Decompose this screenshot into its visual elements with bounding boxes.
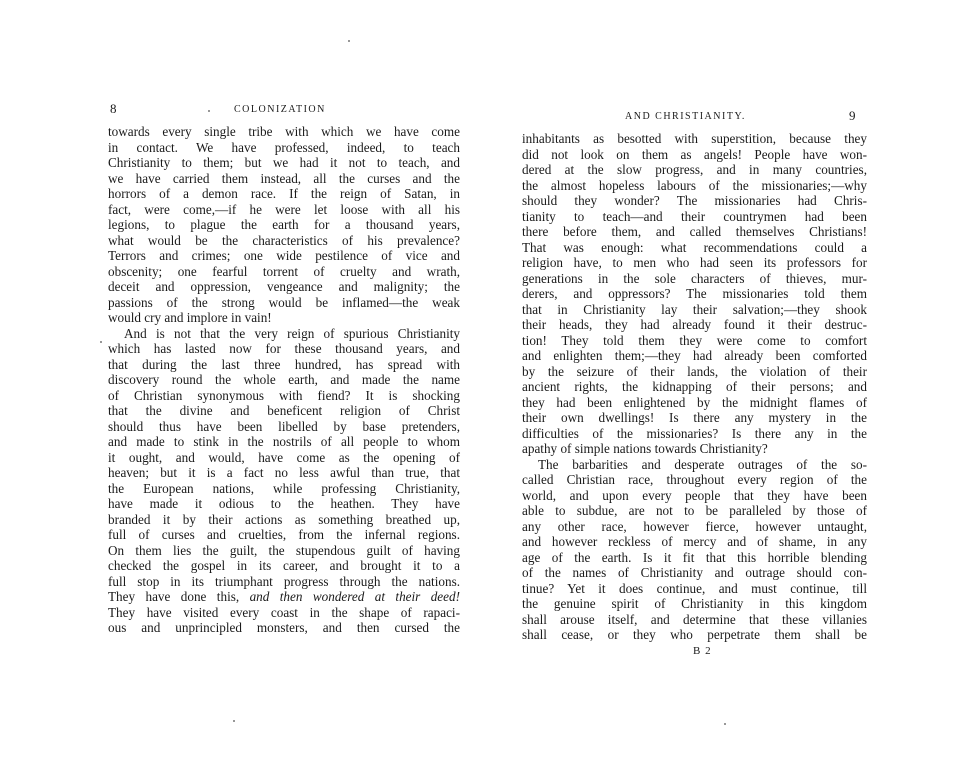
text-line: and made to stink in the nostrils of all people to whom (108, 434, 460, 449)
text-line: horrors of a demon race. If the reign of Satan, in (108, 186, 460, 201)
text-line: shall cease, or they who perpetrate them shall be (522, 627, 867, 642)
text-line: that in Christianity lay their salvation;—they shook (522, 301, 867, 317)
right-page-number: 9 (849, 108, 856, 123)
text-line: generations in the sole characters of thieves, mur- (522, 270, 867, 286)
text-line: world, and upon every people that they have been (522, 487, 867, 503)
text-line: apathy of simple nations towards Christianity? (522, 441, 768, 456)
italic-phrase-line: They have done this, and then wondered at their deed! (108, 589, 460, 604)
text-line: the genuine spirit of Christianity in this kingdom (522, 596, 867, 611)
text-line: of the names of Christianity and outrage should con- (522, 565, 867, 580)
paragraph-start-line: The barbarities and desperate outrages of the so- (538, 456, 867, 472)
paper-speck (208, 110, 210, 112)
text-line: any other race, however fierce, however untaught, (522, 518, 867, 534)
text-line: heaven; but it is a fact no less awful than true, that (108, 465, 460, 480)
text-line: shall arouse itself, and determine that these villanies (522, 611, 867, 627)
text-line: would cry and implore in vain! (108, 310, 272, 325)
text-line: deceit and oppression, vengeance and malignity; the (108, 279, 460, 294)
text-line: checked the gospel in its career, and brought it to a (108, 558, 460, 573)
text-line: fact, were come,—if he were let loose with all his (108, 201, 460, 217)
text-line: and enlighten them;—they had already been comforted (522, 348, 867, 363)
paper-speck (724, 723, 726, 725)
text-line: that the divine and beneficent religion of Christ (108, 403, 460, 418)
text-line: the European nations, while professing Christianity, (108, 480, 460, 496)
text-line: difficulties of the missionaries? Is there any in the (522, 425, 867, 441)
text-line: discovery round the whole earth, and made the name (108, 372, 460, 387)
text-line: tianity to teach—and their countrymen had been (522, 208, 867, 224)
text-line: did not look on them as angels! People have won- (522, 146, 867, 162)
left-page-body (108, 124, 460, 636)
text-line: called Christian race, throughout every region of the (522, 472, 867, 487)
text-line: tinue? Yet it does continue, and must continue, till (522, 580, 867, 596)
text-line: dered at the slow progress, and in many countries, (522, 162, 867, 177)
text-line: obscenity; one fearful torrent of cruelty and wrath, (108, 263, 460, 279)
right-page-body (522, 131, 867, 643)
text-line: of Christian synonymous with fiend? It is shocking (108, 387, 460, 403)
text-line: They have visited every coast in the shape of rapaci- (108, 604, 460, 620)
text-line: in contact. We have professed, indeed, to teach (108, 139, 460, 155)
text-line: That was enough: what recommendations could a (522, 239, 867, 255)
text-line: ancient rights, the kidnapping of their persons; and (522, 379, 867, 394)
text-line: full of curses and cruelties, from the infernal regions. (108, 527, 460, 542)
text-line: which has lasted now for these thousand years, and (108, 341, 460, 356)
paper-speck (233, 720, 235, 722)
text-line: we have carried them instead, all the curses and the (108, 170, 460, 186)
paper-speck (348, 40, 350, 42)
text-line: inhabitants as besotted with superstition, because they (522, 131, 867, 146)
text-line: Terrors and crimes; one wide pestilence of vice and (108, 248, 460, 263)
text-line: religion have, to men who had seen its professors for (522, 255, 867, 270)
text-line: that during the last three hundred, has spread with (108, 356, 460, 372)
text-line: ous and unprincipled monsters, and then cursed the (108, 620, 460, 635)
text-line: full stop in its triumphant progress through the nations. (108, 573, 460, 589)
text-line: the almost hopeless labours of the missionaries;—why (522, 177, 867, 193)
text-line: it ought, and would, have come as the opening of (108, 449, 460, 465)
text-line: tion! They told them they were come to comfort (522, 332, 867, 348)
text-line: passions of the strong would be inflamed—the weak (108, 294, 460, 310)
text-line: Christianity to them; but we had it not to teach, and (108, 155, 460, 170)
right-running-head: AND CHRISTIANITY. (625, 111, 746, 122)
text-line: what would be the characteristics of his prevalence? (108, 232, 460, 248)
text-line: their heads, they had already found it their destruc- (522, 317, 867, 332)
paper-speck (100, 341, 102, 343)
signature-mark: B 2 (693, 645, 712, 657)
text-line: their own dwellings! Is there any mystery in the (522, 410, 867, 425)
paragraph-start-line: And is not that the very reign of spurious Christianity (124, 325, 460, 341)
left-running-head: COLONIZATION (234, 104, 326, 115)
text-line: branded it by their actions as something breathed up, (108, 511, 460, 527)
text-line: and however reckless of mercy and of shame, in any (522, 534, 867, 549)
text-line: able to subdue, are not to be paralleled by those of (522, 503, 867, 518)
text-line: towards every single tribe with which we have come (108, 124, 460, 139)
text-line: there before them, and called themselves Christians! (522, 224, 867, 239)
text-line: should thus have been libelled by base pretenders, (108, 418, 460, 434)
text-line: by the seizure of their lands, the violation of their (522, 363, 867, 379)
text-line: should they wonder? The missionaries had Chris- (522, 193, 867, 208)
text-line: have made it odious to the heathen. They have (108, 496, 460, 511)
text-line: age of the earth. Is it fit that this horrible blending (522, 549, 867, 565)
left-page-number: 8 (110, 101, 117, 116)
text-line: On them lies the guilt, the stupendous guilt of having (108, 542, 460, 558)
text-line: legions, to plague the earth for a thousand years, (108, 217, 460, 232)
text-line: they had been enlightened by the midnight flames of (522, 394, 867, 410)
text-line: derers, and oppressors? The missionaries told them (522, 286, 867, 301)
